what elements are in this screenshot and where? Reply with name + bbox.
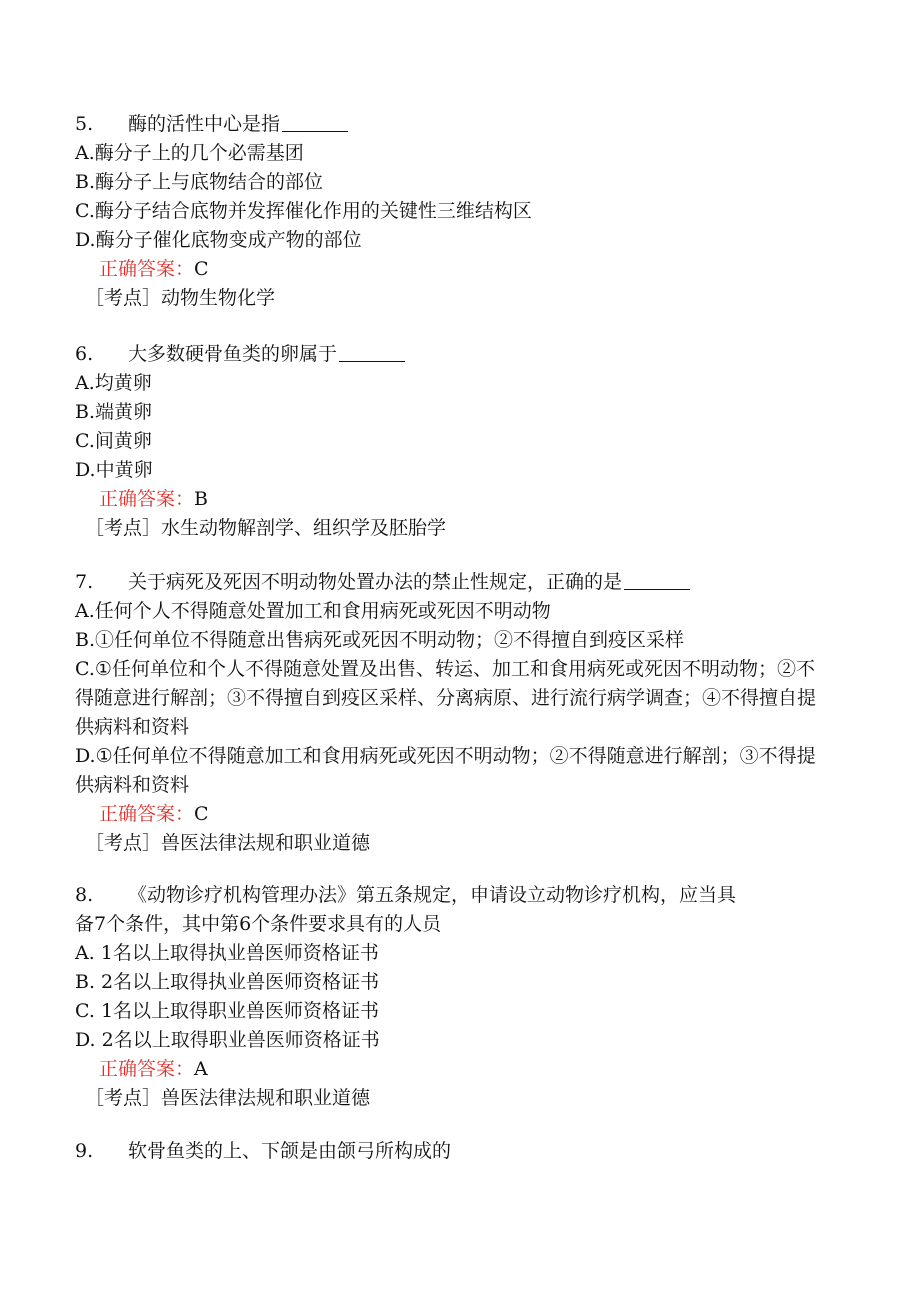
option-text: 任何个人不得随意处置加工和食用病死或死因不明动物 bbox=[94, 600, 551, 622]
question-stem bbox=[75, 340, 825, 369]
question-text-line-2: 备7个条件，其中第6个条件要求具有的人员 bbox=[75, 913, 442, 935]
option-letter: C. bbox=[75, 200, 95, 222]
question-7 bbox=[75, 568, 825, 858]
question-text: 大多数硬骨鱼类的卵属于 bbox=[128, 343, 338, 365]
question-text: 软骨鱼类的上、下颌是由颌弓所构成的 bbox=[128, 1140, 452, 1162]
topic-label: ［考点］动物生物化学 bbox=[85, 287, 276, 309]
answer-blank bbox=[282, 111, 348, 132]
option-b bbox=[75, 168, 825, 197]
option-text: 1名以上取得执业兽医师资格证书 bbox=[94, 942, 379, 964]
option-text: 端黄卵 bbox=[95, 401, 153, 423]
question-text-line-1: 《动物诊疗机构管理办法》第五条规定，申请设立动物诊疗机构，应当具 bbox=[128, 884, 737, 906]
correct-answer bbox=[75, 485, 825, 514]
option-text: 2名以上取得职业兽医师资格证书 bbox=[95, 1029, 380, 1051]
option-text: 酶分子结合底物并发挥催化作用的关键性三维结构区 bbox=[94, 200, 532, 222]
option-text: ①任何单位不得随意出售病死或死因不明动物；②不得擅自到疫区采样 bbox=[95, 629, 685, 651]
option-letter: C. bbox=[75, 430, 95, 452]
answer-label: 正确答案： bbox=[99, 488, 195, 510]
question-text: 关于病死及死因不明动物处置办法的禁止性规定，正确的是 bbox=[128, 571, 623, 593]
option-c bbox=[75, 427, 825, 456]
option-a bbox=[75, 369, 825, 398]
option-letter: B. bbox=[75, 629, 96, 651]
option-d bbox=[75, 456, 825, 485]
option-text: 酶分子上与底物结合的部位 bbox=[95, 171, 324, 193]
option-letter: B. bbox=[75, 171, 96, 193]
question-9 bbox=[75, 1137, 825, 1166]
option-b bbox=[75, 626, 825, 655]
answer-value: C bbox=[194, 803, 209, 825]
option-letter: D. bbox=[75, 745, 96, 767]
correct-answer bbox=[75, 255, 825, 284]
correct-answer bbox=[75, 800, 825, 829]
answer-value: B bbox=[194, 488, 208, 510]
option-d bbox=[75, 742, 825, 800]
option-c bbox=[75, 997, 825, 1026]
answer-label: 正确答案： bbox=[99, 803, 195, 825]
option-letter: C. bbox=[75, 658, 95, 680]
answer-blank bbox=[624, 569, 690, 590]
question-number: 6. bbox=[75, 343, 94, 365]
question-6 bbox=[75, 340, 825, 543]
question-number: 9. bbox=[75, 1140, 94, 1162]
answer-blank bbox=[339, 341, 405, 362]
option-text: ①任何单位不得随意加工和食用病死或死因不明动物；②不得随意进行解剖；③不得提供病料和资料 bbox=[75, 745, 816, 796]
answer-value: C bbox=[194, 258, 209, 280]
option-letter: C. bbox=[75, 1000, 95, 1022]
option-letter: A. bbox=[75, 942, 95, 964]
option-text: 酶分子催化底物变成产物的部位 bbox=[95, 229, 362, 251]
option-text: 2名以上取得执业兽医师资格证书 bbox=[95, 971, 380, 993]
option-a bbox=[75, 597, 825, 626]
option-letter: A. bbox=[75, 372, 95, 394]
option-text: 间黄卵 bbox=[94, 430, 152, 452]
question-number: 8. bbox=[75, 884, 94, 906]
option-text: 中黄卵 bbox=[95, 459, 153, 481]
question-8 bbox=[75, 881, 825, 1113]
option-letter: A. bbox=[75, 142, 95, 164]
question-number: 5. bbox=[75, 113, 94, 135]
option-c bbox=[75, 655, 825, 742]
question-stem bbox=[75, 110, 825, 139]
answer-value: A bbox=[194, 1058, 208, 1080]
option-letter: D. bbox=[75, 459, 96, 481]
option-d bbox=[75, 1026, 825, 1055]
answer-label: 正确答案： bbox=[99, 258, 195, 280]
answer-label: 正确答案： bbox=[99, 1058, 195, 1080]
question-stem bbox=[75, 568, 825, 597]
option-d bbox=[75, 226, 825, 255]
option-text: 酶分子上的几个必需基团 bbox=[94, 142, 304, 164]
topic-label: ［考点］水生动物解剖学、组织学及胚胎学 bbox=[85, 517, 447, 539]
option-c bbox=[75, 197, 825, 226]
option-letter: D. bbox=[75, 1029, 96, 1051]
topic-label: ［考点］兽医法律法规和职业道德 bbox=[85, 832, 371, 854]
option-a bbox=[75, 139, 825, 168]
question-number: 7. bbox=[75, 571, 94, 593]
topic-label: ［考点］兽医法律法规和职业道德 bbox=[85, 1087, 371, 1109]
question-stem bbox=[75, 1137, 825, 1166]
option-letter: B. bbox=[75, 401, 96, 423]
question-5 bbox=[75, 110, 825, 313]
option-letter: B. bbox=[75, 971, 96, 993]
option-text: 1名以上取得职业兽医师资格证书 bbox=[94, 1000, 380, 1022]
question-stem bbox=[75, 881, 825, 939]
option-letter: A. bbox=[75, 600, 95, 622]
option-letter: D. bbox=[75, 229, 96, 251]
question-text: 酶的活性中心是指 bbox=[128, 113, 281, 135]
option-a bbox=[75, 939, 825, 968]
correct-answer bbox=[75, 1055, 825, 1084]
option-text: ①任何单位和个人不得随意处置及出售、转运、加工和食用病死或死因不明动物；②不得随意进行解剖；③不得擅自到疫区采样、分离病原、进行流行病学调查；④不得擅自提供病料和资料 bbox=[75, 658, 817, 738]
option-text: 均黄卵 bbox=[94, 372, 152, 394]
option-b bbox=[75, 398, 825, 427]
option-b bbox=[75, 968, 825, 997]
